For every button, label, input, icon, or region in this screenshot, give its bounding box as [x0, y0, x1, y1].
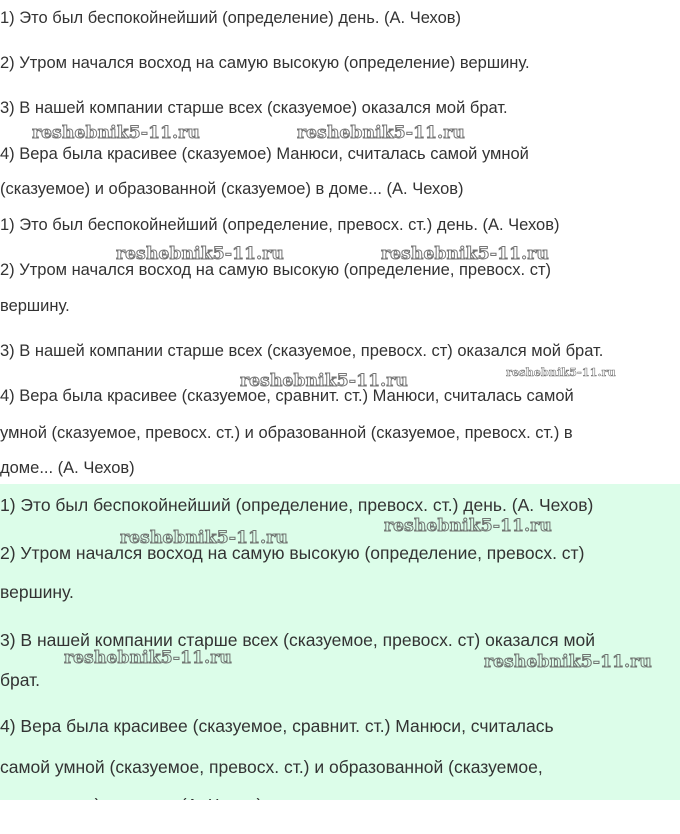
- watermark: reshebnik5-11.ru: [484, 652, 652, 672]
- block3-line-3: вершину.: [0, 582, 74, 602]
- watermark: reshebnik5-11.ru: [506, 366, 616, 379]
- block2-line-2: 2) Утром начался восход на самую высокую (определение, превосх. ст): [0, 261, 552, 279]
- block3-line-7: самой умной (сказуемое, превосх. ст.) и образованной (сказуемое,: [0, 757, 543, 777]
- block3-line-2: 2) Утром начался восход на самую высокую (определение, превосх. ст): [0, 543, 585, 563]
- block1-line-4: 4) Вера была красивее (сказуемое) Манюси, считалась самой умной: [0, 145, 529, 163]
- block3-line-6: 4) Вера была красивее (сказуемое, сравнит. ст.) Манюси, считалась: [0, 716, 554, 736]
- block2-line-7: доме... (А. Чехов): [0, 459, 135, 477]
- block1-line-2: 2) Утром начался восход на самую высокую (определение) вершину.: [0, 54, 530, 72]
- block2-line-1: 1) Это был беспокойнейший (определение, превосх. ст.) день. (А. Чехов): [0, 216, 560, 234]
- block1-line-5: (сказуемое) и образованной (сказуемое) в доме... (А. Чехов): [0, 180, 464, 198]
- block1-line-1: 1) Это был беспокойнейший (определение) день. (А. Чехов): [0, 9, 462, 27]
- block2-line-6: умной (сказуемое, превосх. ст.) и образованной (сказуемое, превосх. ст.) в: [0, 424, 573, 442]
- block2-line-4: 3) В нашей компании старше всех (сказуемое, превосх. ст) оказался мой брат.: [0, 342, 604, 360]
- watermark: reshebnik5-11.ru: [32, 123, 200, 143]
- block3-line-5: брат.: [0, 670, 41, 690]
- block3-line-4: 3) В нашей компании старше всех (сказуемое, превосх. ст) оказался мой: [0, 630, 595, 650]
- watermark: reshebnik5-11.ru: [381, 244, 549, 264]
- block2-line-3: вершину.: [0, 297, 70, 315]
- block2-line-5: 4) Вера была красивее (сказуемое, сравнит. ст.) Манюси, считалась самой: [0, 387, 574, 405]
- watermark: reshebnik5-11.ru: [116, 244, 284, 264]
- watermark: reshebnik5-11.ru: [297, 123, 465, 143]
- page-bottom-edge: [0, 800, 680, 834]
- block1-line-3: 3) В нашей компании старше всех (сказуемое) оказался мой брат.: [0, 99, 508, 117]
- watermark: reshebnik5-11.ru: [240, 371, 408, 391]
- block3-line-1: 1) Это был беспокойнейший (определение, превосх. ст.) день. (А. Чехов): [0, 495, 594, 515]
- watermark: reshebnik5-11.ru: [384, 516, 552, 536]
- watermark: reshebnik5-11.ru: [120, 528, 288, 548]
- watermark: reshebnik5-11.ru: [64, 648, 232, 668]
